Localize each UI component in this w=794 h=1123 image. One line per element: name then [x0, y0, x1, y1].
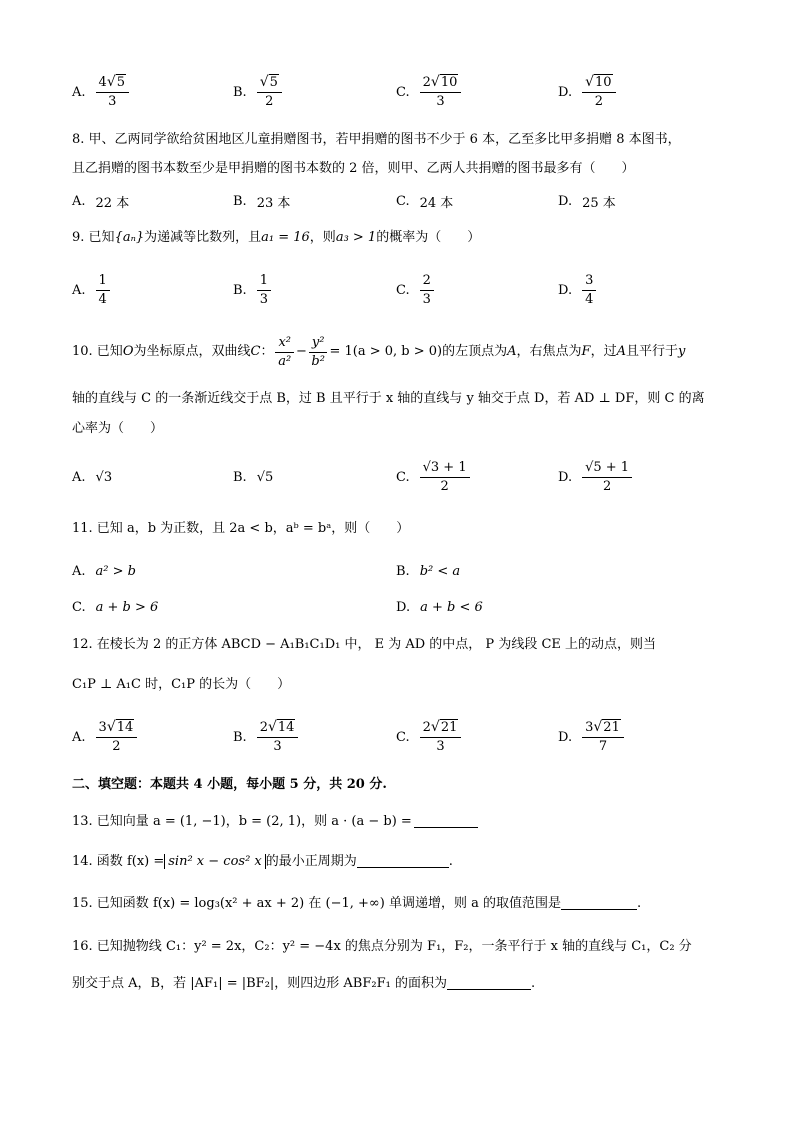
q11-option-a: A. a² > b	[72, 563, 136, 579]
q7-option-b: B. √ 5 2	[233, 72, 282, 112]
q12-text-line2: C₁P ⊥ A₁C 时，C₁P 的长为（ ）	[72, 677, 291, 692]
q16-text-line1: 16. 已知抛物线 C₁：y² = 2x，C₂：y² = −4x 的焦点分别为 F₁，F₂，一条平行于 x 轴的直线与 C₁，C₂ 分	[72, 939, 692, 954]
q8-text-line2: 且乙捐赠的图书本数至少是甲捐赠的图书本数的 2 倍，则甲、乙两人共捐赠的图书最多有（ ）	[72, 161, 635, 176]
q15-answer-blank[interactable]	[561, 897, 637, 910]
q16-answer-blank[interactable]	[447, 977, 531, 990]
q8-option-d: D. 25 本	[558, 193, 616, 211]
q12-option-b: B. 2 √ 14 3	[233, 717, 298, 757]
q10-option-d: D. $\frac{√5 + 1}{2}$	[558, 457, 632, 497]
q11-text: 11. 已知 a，b 为正数，且 2a < b，aᵇ = bᵃ，则（ ）	[72, 521, 410, 536]
q8-option-a: A. 22 本	[72, 193, 130, 211]
q8-option-b: B. 23 本	[233, 193, 291, 211]
q7-options	[72, 72, 732, 112]
q9-option-a: A. $\frac{1}{4}$	[72, 270, 110, 310]
q10-options	[72, 457, 732, 497]
q12-option-c: C. 2 √ 21 3	[396, 717, 461, 757]
section-2-title: 二、填空题：本题共 4 小题，每小题 5 分，共 20 分.	[72, 777, 387, 792]
q8-text-line1: 8. 甲、乙两同学欲给贫困地区儿童捐赠图书，若甲捐赠的图书不少于 6 本，乙至多比甲多捐赠 8 本图书，	[72, 132, 681, 147]
q12-text-line1: 12. 在棱长为 2 的正方体 ABCD − A₁B₁C₁D₁ 中， E 为 AD 的中点， P 为线段 CE 上的动点，则当	[72, 637, 657, 652]
q9-option-d: D. $\frac{3}{4}$	[558, 270, 596, 310]
q7-option-d: D. √ 10 2	[558, 72, 616, 112]
q13-text: 13. 已知向量 a = (1, −1)，b = (2, 1)，则 a · (a − b) =	[72, 813, 478, 831]
q11-options-row2	[72, 587, 732, 627]
q15-text: 15. 已知函数 f(x) = log₃(x² + ax + 2) 在 (−1, +∞) 单调递增，则 a 的取值范围是 .	[72, 896, 642, 911]
q13-answer-blank[interactable]	[414, 815, 478, 828]
q9-text: 9. 已知{aₙ}为递减等比数列，且a₁ = 16，则a₃ > 1的概率为（ ）	[72, 230, 481, 245]
q10-text-line2: 轴的直线与 C 的一条渐近线交于点 B，过 B 且平行于 x 轴的直线与 y 轴交于点 D，若 AD ⊥ DF，则 C 的离	[72, 391, 705, 406]
q12-options	[72, 717, 732, 757]
q8-options	[72, 181, 732, 221]
q10-option-a: A. √3	[72, 469, 113, 485]
q11-option-d: D. a + b < 6	[396, 599, 483, 615]
q7-option-a: A. 4 √ 5 3	[72, 72, 129, 112]
q11-option-c: C. a + b > 6	[72, 599, 159, 615]
q10-option-b: B. √5	[233, 469, 274, 485]
q16-text-line2: 别交于点 A，B，若 |AF₁| = |BF₂|，则四边形 ABF₂F₁ 的面积为 .	[72, 976, 536, 991]
q10-text-line1: 10. 已知 O 为坐标原点，双曲线 C ： $\frac{\text{x²}}{\text{a²}}$ − $\frac{\text{y²}}{\text{b²}}$ = 1(a > 0, b > 0) 的左顶点为 A ，右焦点为 F ，过 A 且平行于 y	[72, 335, 686, 369]
q11-option-b: B. b² < a	[396, 563, 461, 579]
q12-option-d: D. 3 √ 21 7	[558, 717, 624, 757]
q11-options-row1	[72, 551, 732, 591]
q14-answer-blank[interactable]	[357, 855, 449, 868]
q10-option-c: C. $\frac{√3 + 1}{2}$	[396, 457, 470, 497]
q9-option-b: B. $\frac{1}{3}$	[233, 270, 271, 310]
q10-text-line3: 心率为（ ）	[72, 421, 164, 436]
q12-option-a: A. 3 √ 14 2	[72, 717, 137, 757]
q8-option-c: C. 24 本	[396, 193, 454, 211]
q7-option-c: C. 2 √ 10 3	[396, 72, 461, 112]
q9-option-c: C. $\frac{2}{3}$	[396, 270, 434, 310]
q9-options	[72, 270, 732, 310]
q14-text: 14. 函数 f(x) = sin² x − cos² x 的最小正周期为 .	[72, 854, 453, 869]
